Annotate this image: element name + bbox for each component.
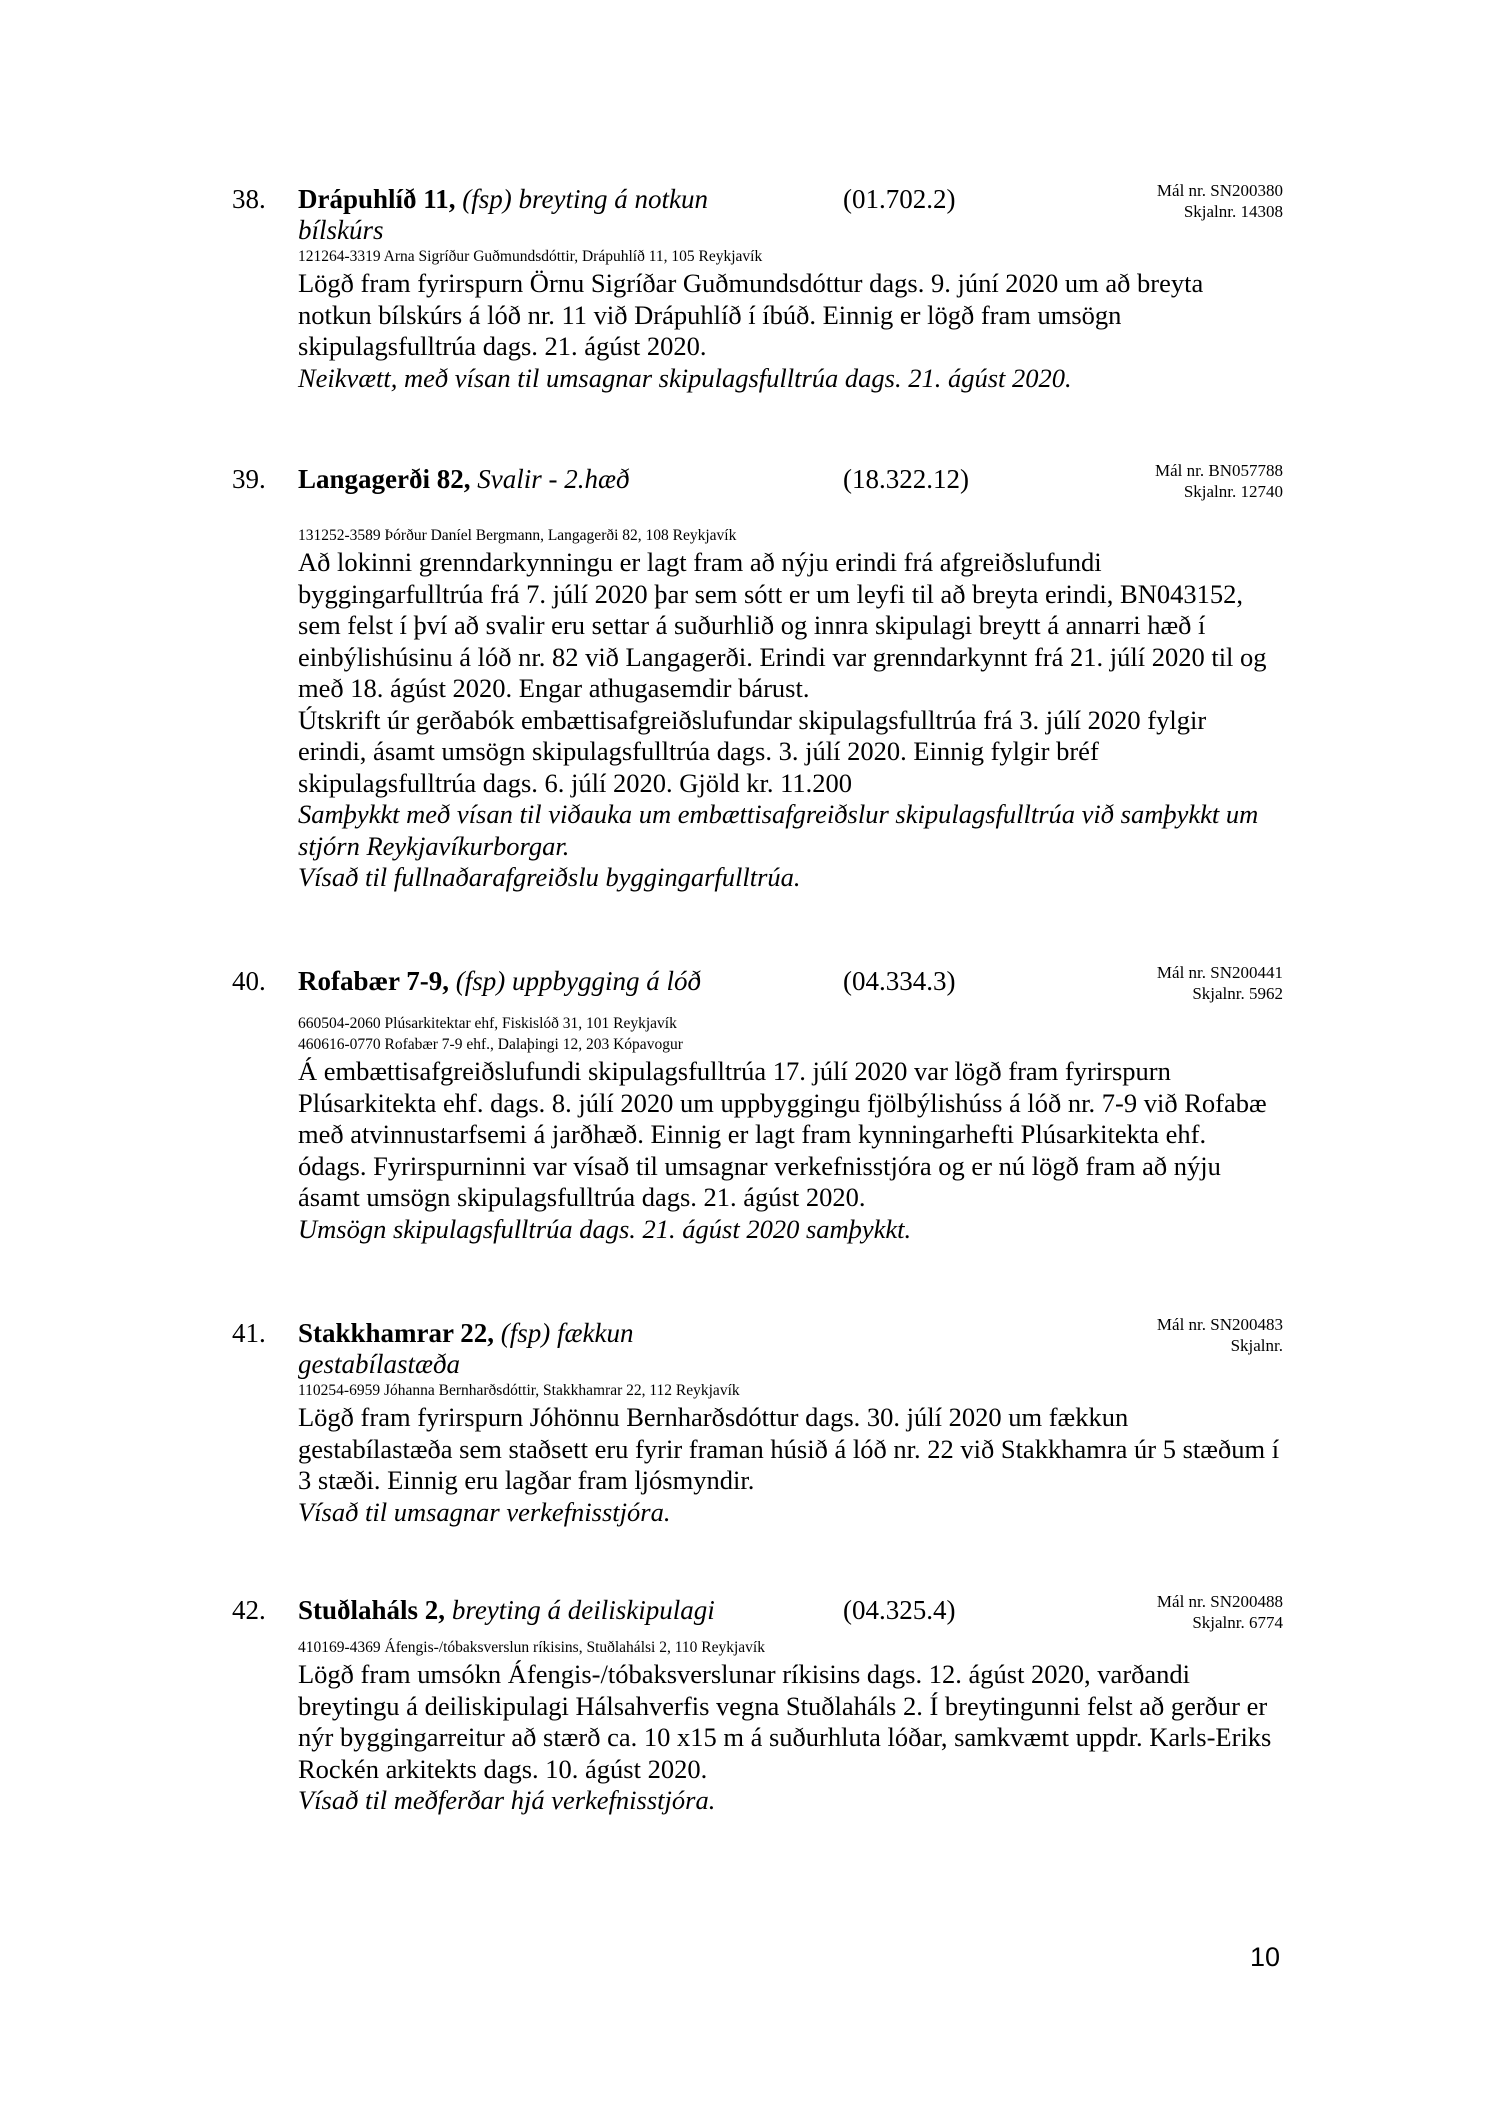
item-body [298,1056,1280,1245]
item-number: 42. [232,1595,266,1625]
item-number: 40. [232,966,266,996]
item-body [298,268,1280,394]
item-address: Langagerði 82, [298,464,471,494]
case-number: Mál nr. SN200483 [1156,1315,1283,1334]
item-title [298,966,701,997]
item-description: Lögð fram fyrirspurn Jóhönnu Bernharðsdóttur dags. 30. júlí 2020 um fækkun gestabílastæða sem staðsett eru fyrir framan húsið á lóð nr. 22 við Stakkhamra úr 5 stæðum í 3 stæði. Einnig eru lagðar fram ljósmyndir. [298,1402,1280,1495]
item-decision: Vísað til umsagnar verkefnisstjóra. [298,1496,671,1527]
item-decision: Samþykkt með vísan til viðauka um embættisafgreiðslur skipulagsfulltrúa við samþykkt um stjórn Reykjavíkurborgar. [298,799,1259,861]
item-land-code: (18.322.12) [843,464,969,494]
item-subject: breyting á deiliskipulagi [445,1595,715,1625]
applicant: 410169-4369 Áfengis-/tóbaksverslun ríkisins, Stuðlahálsi 2, 110 Reykjavík [298,1639,765,1656]
item-subject-continued: bílskúrs [298,215,384,245]
item-land-code: (04.334.3) [843,966,956,996]
item-title [298,184,708,246]
item-case-info [1155,460,1283,502]
item-title [298,1595,715,1626]
item-decision: Neikvætt, með vísan til umsagnar skipulagsfulltrúa dags. 21. ágúst 2020. [298,362,1072,393]
item-case-info [1157,180,1283,222]
item-decision: Umsögn skipulagsfulltrúa dags. 21. ágúst 2020 samþykkt. [298,1213,912,1244]
item-description: Að lokinni grenndarkynningu er lagt fram að nýju erindi frá afgreiðslufundi byggingarfulltrúa frá 7. júlí 2020 þar sem sótt er um leyfi til að breyta erindi, BN043152, sem felst í því að svalir eru settar á suðurhlið og innra skipulagi breytt á annarri hæð í einbýlishúsinu á lóð nr. 82 við Langagerði. Erindi var grenndarkynnt frá 21. júlí 2020 til og með 18. ágúst 2020. Engar athugasemdir bárust. [298,547,1267,703]
item-address: Stuðlaháls 2, [298,1595,446,1625]
case-number: Mál nr. SN200488 [1156,1592,1283,1611]
item-number: 38. [232,184,266,214]
item-decision: Vísað til meðferðar hjá verkefnisstjóra. [298,1785,716,1815]
item-address: Rofabær 7-9, [298,966,449,996]
document-number: Skjalnr. [1230,1336,1283,1355]
item-subject: (fsp) uppbygging á lóð [449,966,701,996]
applicant: 110254-6959 Jóhanna Bernharðsdóttir, Stakkhamrar 22, 112 Reykjavík [298,1382,740,1399]
item-description: Lögð fram fyrirspurn Örnu Sigríðar Guðmundsdóttur dags. 9. júní 2020 um að breyta notkun bílskúrs á lóð nr. 11 við Drápuhlíð í íbúð. Einnig er lögð fram umsögn skipulagsfulltrúa dags. 21. ágúst 2020. [298,268,1204,361]
item-description: Á embættisafgreiðslufundi skipulagsfulltrúa 17. júlí 2020 var lögð fram fyrirspurn Plúsarkitekta ehf. dags. 8. júlí 2020 um uppbyggingu fjölbýlishúss á lóð nr. 7-9 við Rofabæ með atvinnustarfsemi á jarðhæð. Einnig er lagt fram kynningarhefti Plúsarkitekta ehf. ódags. Fyrirspurninni var vísað til umsagnar verkefnisstjóra og er nú lögð fram að nýju ásamt umsögn skipulagsfulltrúa dags. 21. ágúst 2020. [298,1056,1267,1212]
document-number: Skjalnr. 5962 [1192,984,1283,1003]
case-number: Mál nr. SN200380 [1156,181,1283,200]
item-decision: Vísað til fullnaðarafgreiðslu byggingarfulltrúa. [298,862,801,892]
item-title [298,464,630,495]
item-title [298,1318,634,1380]
item-subject: Svalir - 2.hæð [470,464,630,494]
item-description: Útskrift úr gerðabók embættisafgreiðslufundar skipulagsfulltrúa frá 3. júlí 2020 fylgir erindi, ásamt umsögn skipulagsfulltrúa dags. 3. júlí 2020. Einnig fylgir bréf skipulagsfulltrúa dags. 6. júlí 2020. Gjöld kr. 11.200 [298,704,1207,798]
document-number: Skjalnr. 6774 [1192,1613,1283,1632]
item-body [298,1402,1280,1528]
applicant: 660504-2060 Plúsarkitektar ehf, Fiskislóð 31, 101 Reykjavík [298,1015,677,1032]
case-number: Mál nr. SN200441 [1156,963,1283,982]
document-number: Skjalnr. 14308 [1183,202,1283,221]
item-case-info [1157,1591,1283,1633]
applicant: 121264-3319 Arna Sigríður Guðmundsdóttir, Drápuhlíð 11, 105 Reykjavík [298,248,763,265]
applicant: 131252-3589 Þórður Daníel Bergmann, Langagerði 82, 108 Reykjavík [298,527,737,544]
item-subject: (fsp) fækkun [494,1318,634,1348]
item-body [298,1659,1280,1817]
item-subject: (fsp) breyting á notkun [455,184,708,214]
item-description: Lögð fram umsókn Áfengis-/tóbaksverslunar ríkisins dags. 12. ágúst 2020, varðandi breytingu á deiliskipulagi Hálsahverfis vegna Stuðlaháls 2. Í breytingunni felst að gerður er nýr byggingarreitur að stærð ca. 10 x15 m á suðurhluta lóðar, samkvæmt uppdr. Karls-Eriks Rockén arkitekts dags. 10. ágúst 2020. [298,1659,1272,1784]
document-number: Skjalnr. 12740 [1183,482,1283,501]
item-address: Drápuhlíð 11, [298,184,456,214]
item-address: Stakkhamrar 22, [298,1318,495,1348]
item-land-code: (01.702.2) [843,184,956,214]
item-number: 41. [232,1318,266,1348]
applicant: 460616-0770 Rofabær 7-9 ehf., Dalaþingi 12, 203 Kópavogur [298,1036,683,1053]
item-subject-continued: gestabílastæða [298,1349,461,1379]
case-number: Mál nr. BN057788 [1155,461,1283,480]
item-case-info [1157,962,1283,1004]
page-number: 10 [1250,1942,1281,1972]
item-number: 39. [232,464,266,494]
item-body [298,547,1280,894]
item-case-info [1157,1314,1283,1356]
item-land-code: (04.325.4) [843,1595,956,1625]
